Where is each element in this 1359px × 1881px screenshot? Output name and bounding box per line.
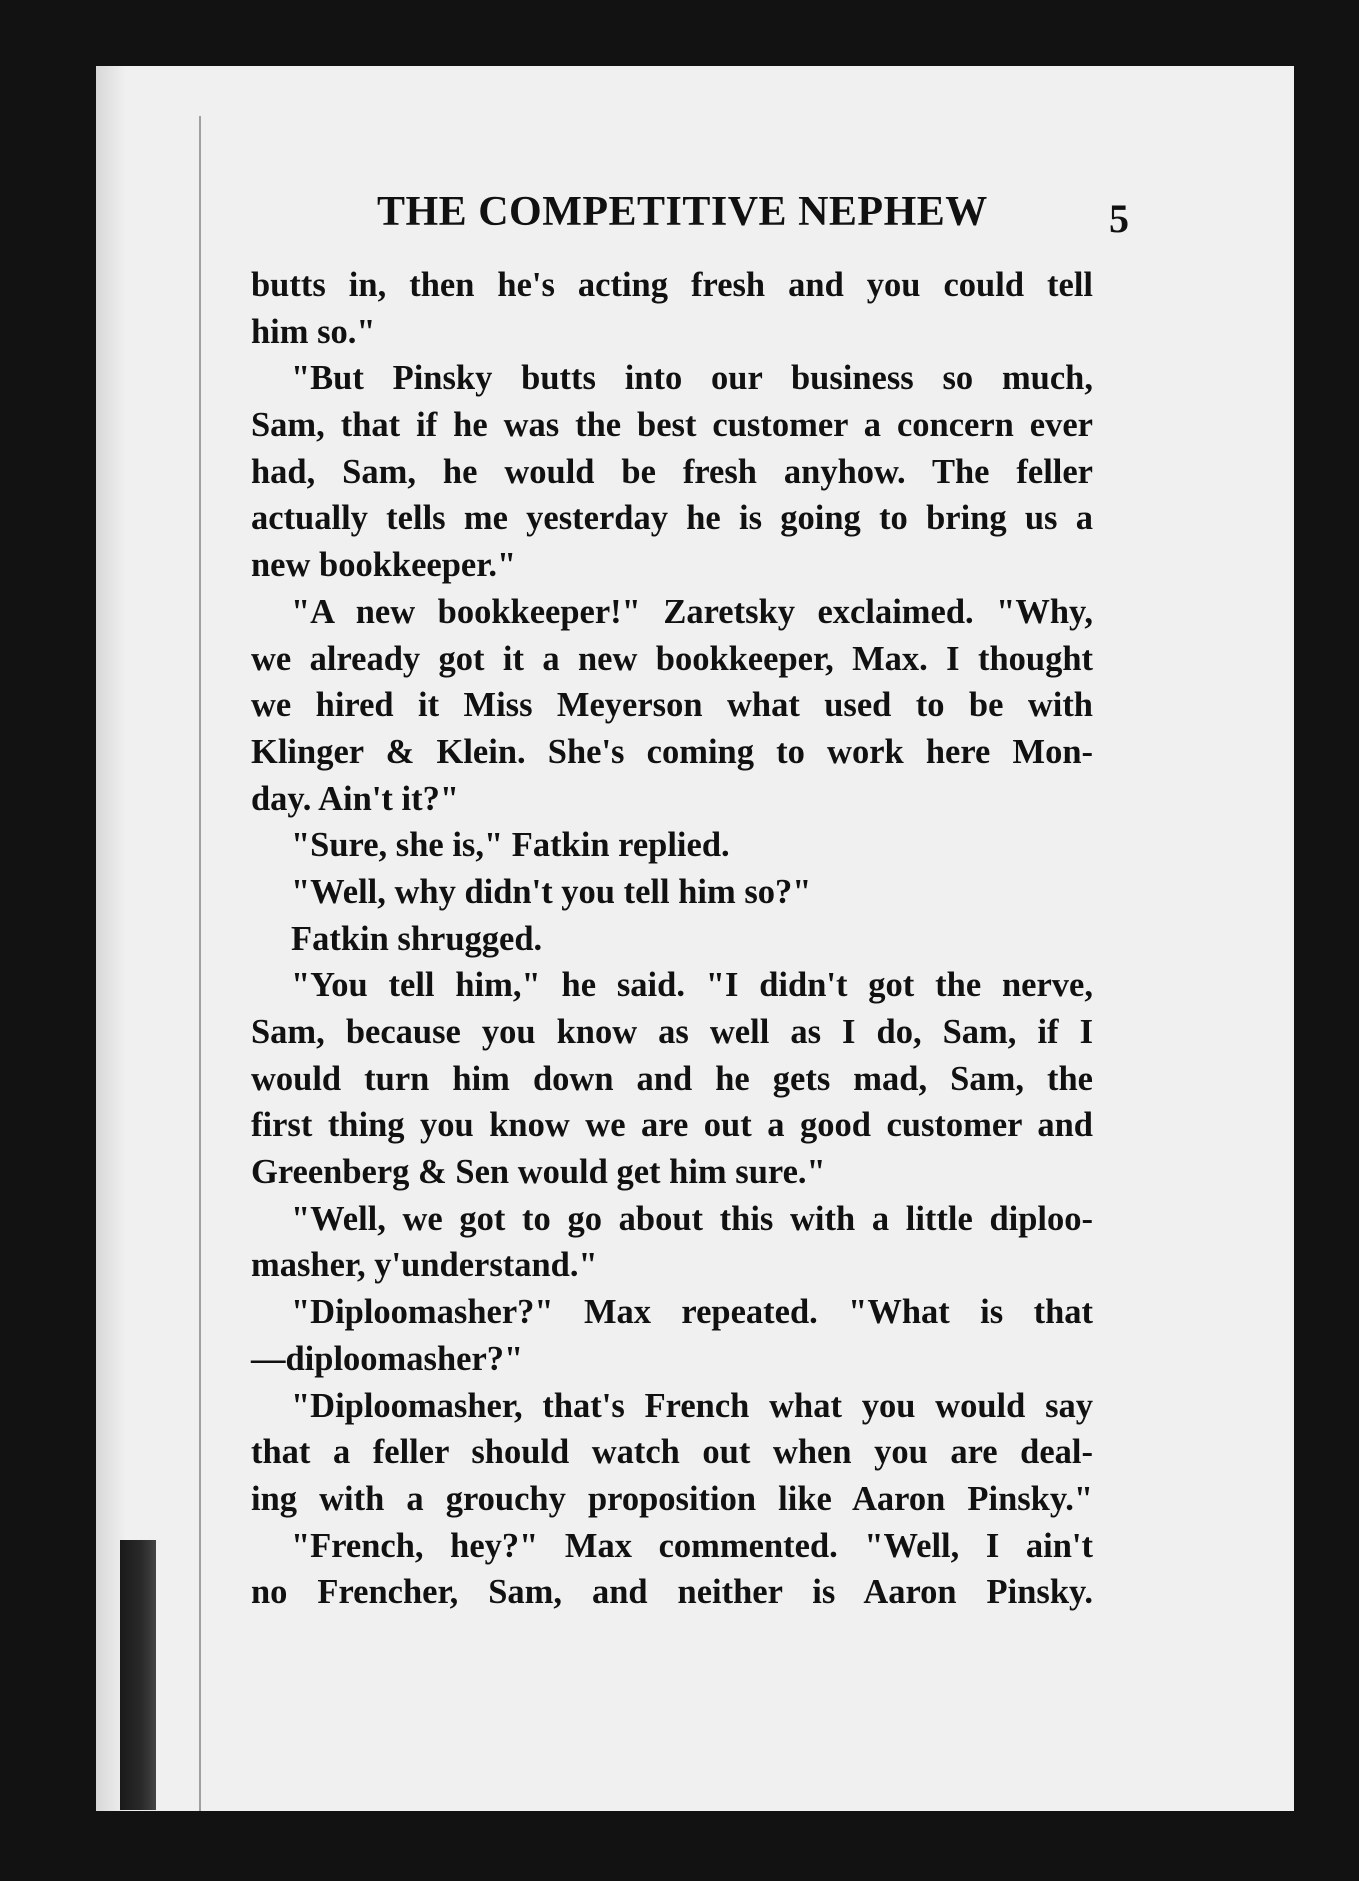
- text-line: new bookkeeper.": [251, 546, 517, 585]
- body-text: [251, 262, 1093, 1616]
- text-line: Fatkin shrugged.: [291, 919, 543, 958]
- binding-edge: [199, 116, 201, 1811]
- page-number: 5: [1109, 196, 1129, 241]
- text-line: —diploomasher?": [251, 1339, 524, 1378]
- text-line: Sam, that if he was the best customer a concern ever: [251, 406, 1093, 445]
- text-line: "A new bookkeeper!" Zaretsky exclaimed. "Why,: [291, 592, 1093, 631]
- text-line: "Well, why didn't you tell him so?": [291, 872, 812, 911]
- text-line: butts in, then he's acting fresh and you could tell: [251, 266, 1093, 304]
- text-line: no Frencher, Sam, and neither is Aaron Pinsky.: [251, 1573, 1093, 1612]
- text-line: Greenberg & Sen would get him sure.": [251, 1153, 826, 1192]
- text-line: "Diploomasher, that's French what you would say: [291, 1386, 1093, 1425]
- text-line: him so.": [251, 312, 376, 351]
- text-line: ing with a grouchy proposition like Aaron Pinsky.": [251, 1479, 1093, 1518]
- text-line: day. Ain't it?": [251, 779, 459, 818]
- text-line: masher, y'understand.": [251, 1246, 598, 1285]
- text-line: would turn him down and he gets mad, Sam, the: [251, 1059, 1093, 1098]
- text-line: Sam, because you know as well as I do, Sam, if I: [251, 1013, 1093, 1051]
- text-line: "Diploomasher?" Max repeated. "What is that: [291, 1293, 1093, 1332]
- text-line: "You tell him," he said. "I didn't got the nerve,: [291, 966, 1093, 1005]
- text-line: Klinger & Klein. She's coming to work here Mon-: [251, 732, 1093, 771]
- text-line: had, Sam, he would be fresh anyhow. The feller: [251, 452, 1093, 491]
- binding-shadow: [120, 1540, 156, 1810]
- text-line: that a feller should watch out when you are deal-: [251, 1433, 1093, 1472]
- text-line: actually tells me yesterday he is going to bring us a: [251, 499, 1093, 538]
- text-line: "Sure, she is," Fatkin replied.: [291, 826, 730, 865]
- text-line: "French, hey?" Max commented. "Well, I ain't: [291, 1526, 1093, 1565]
- text-line: first thing you know we are out a good customer and: [251, 1106, 1093, 1145]
- text-line: "But Pinsky butts into our business so much,: [291, 359, 1093, 398]
- text-line: "Well, we got to go about this with a little diploo-: [291, 1199, 1093, 1238]
- text-line: we hired it Miss Meyerson what used to be with: [251, 686, 1093, 725]
- running-head: THE COMPETITIVE NEPHEW: [377, 189, 988, 235]
- text-line: we already got it a new bookkeeper, Max. I thought: [251, 639, 1093, 678]
